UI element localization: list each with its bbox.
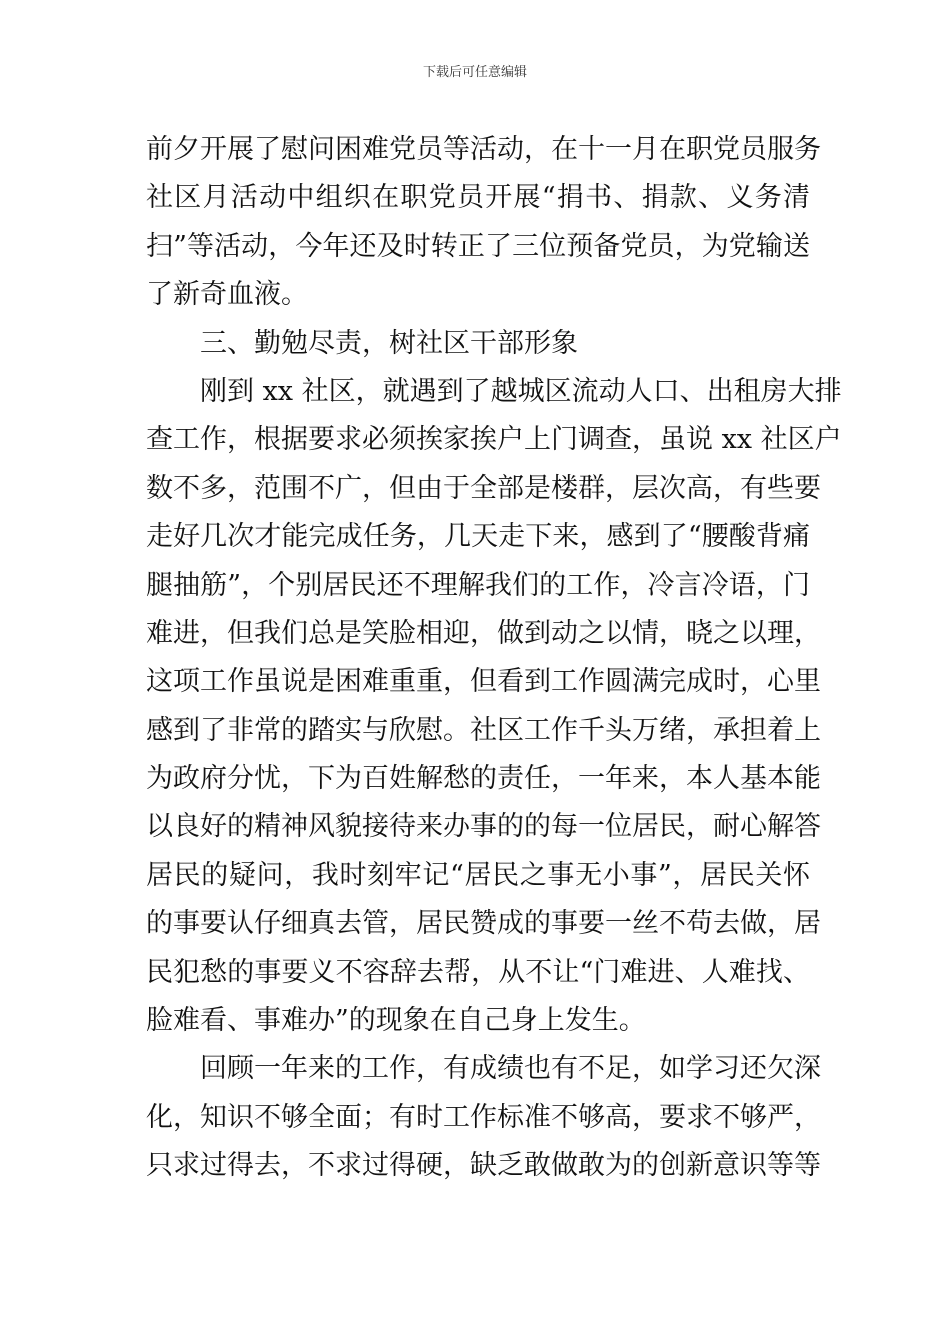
text-line: 了新奇血液。 <box>146 279 308 311</box>
text-line: 的事要认仔细真去管，居民赞成的事要一丝不苟去做，居 <box>146 908 821 940</box>
text-line: 查工作，根据要求必须挨家挨户上门调查，虽说 xx 社区户 <box>146 424 842 456</box>
text-line: 以良好的精神风貌接待来办事的的每一位居民，耐心解答 <box>146 811 821 843</box>
text-line: 回顾一年来的工作，有成绩也有不足，如学习还欠深 <box>200 1053 821 1085</box>
text-line: 难进，但我们总是笑脸相迎，做到动之以情，晓之以理， <box>146 617 821 649</box>
text-line: 社区月活动中组织在职党员开展“捐书、捐款、义务清 <box>146 182 810 214</box>
text-line: 数不多，范围不广，但由于全部是楼群，层次高，有些要 <box>146 472 821 504</box>
text-line: 这项工作虽说是困难重重，但看到工作圆满完成时，心里 <box>146 666 821 698</box>
text-line: 腿抽筋”，个别居民还不理解我们的工作，冷言冷语，门 <box>146 569 810 601</box>
text-line: 居民的疑问，我时刻牢记“居民之事无小事”，居民关怀 <box>146 859 810 891</box>
text-line: 走好几次才能完成任务，几天走下来，感到了“腰酸背痛 <box>146 521 810 553</box>
document-body <box>146 126 842 1191</box>
text-line: 前夕开展了慰问困难党员等活动，在十一月在职党员服务 <box>146 134 821 165</box>
text-line: 扫”等活动，今年还及时转正了三位预备党员，为党输送 <box>146 230 810 262</box>
page-header: 下载后可任意编辑 <box>422 65 527 80</box>
text-line: 感到了非常的踏实与欣慰。社区工作千头万绪，承担着上 <box>146 714 821 746</box>
text-line: 化，知识不够全面；有时工作标准不够高，要求不够严， <box>146 1101 821 1133</box>
text-line: 只求过得去，不求过得硬，缺乏敢做敢为的创新意识等等 <box>146 1150 821 1182</box>
text-line: 脸难看、事难办”的现象在自己身上发生。 <box>146 1005 646 1037</box>
text-line: 刚到 xx 社区，就遇到了越城区流动人口、出租房大排 <box>200 375 842 407</box>
text-line: 为政府分忧，下为百姓解愁的责任，一年来，本人基本能 <box>146 763 821 795</box>
text-line: 民犯愁的事要义不容辞去帮，从不让“门难进、人难找、 <box>146 956 810 988</box>
section-heading: 三、勤勉尽责，树社区干部形象 <box>200 327 578 359</box>
